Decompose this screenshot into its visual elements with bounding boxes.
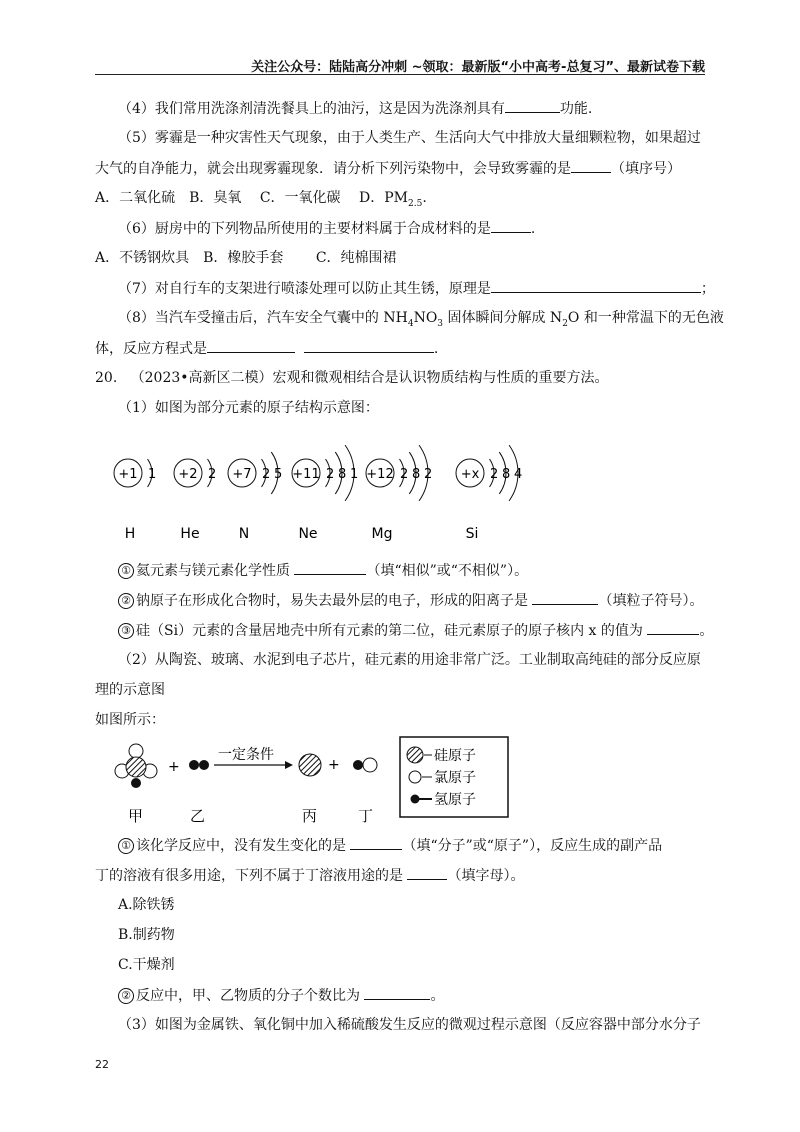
q20-part3: （3）如图为金属铁、氧化铜中加入稀硫酸发生反应的微观过程示意图（反应容器中部分水分子 xyxy=(118,1017,701,1033)
electron-count: 2 xyxy=(400,467,409,482)
nucleus-charge: +11 xyxy=(292,467,320,482)
q20-stem: 20. （2023•高新区二模）宏观和微观相结合是认识物质结构与性质的重要方法。 xyxy=(95,370,609,386)
answer-blank[interactable] xyxy=(505,98,560,113)
molecule-bing xyxy=(299,754,321,776)
hydrogen-atom-icon xyxy=(411,795,420,804)
nucleus-charge: +x xyxy=(460,467,480,482)
answer-blank[interactable] xyxy=(571,158,611,173)
electron-count: 4 xyxy=(514,467,523,482)
q20-part2: （2）从陶瓷、玻璃、水泥到电子芯片，硅元素的用途非常广泛。工业制取高纯硅的部分反应原 xyxy=(118,652,701,668)
atom-h xyxy=(114,459,156,542)
page-header: 关注公众号：陆陆高分冲刺 ~领取：最新版“小中高考-总复习”、最新试卷下载 xyxy=(251,60,705,75)
q19-part4: （4）我们常用洗涤剂清洗餐具上的油污，这是因为洗涤剂具有 功能. xyxy=(118,98,592,119)
arrow-head xyxy=(285,761,293,769)
element-symbol: N xyxy=(238,526,250,542)
answer-blank[interactable] xyxy=(491,218,531,233)
answer-blank[interactable] xyxy=(491,278,701,293)
q20-part1: （1）如图为部分元素的原子结构示意图： xyxy=(118,400,379,416)
nucleus-charge: +2 xyxy=(178,467,198,482)
electron-count: 1 xyxy=(148,467,157,482)
electron-count: 2 xyxy=(490,467,499,482)
answer-blank[interactable] xyxy=(304,338,434,353)
q19-part6-options: A．不锈钢炊具 B．橡胶手套 C．纯棉围裙 xyxy=(95,250,397,266)
silicon-atom-icon xyxy=(407,747,423,763)
legend-chlorine: 氯原子 xyxy=(434,770,476,786)
q20-part2-cont: 理的示意图 xyxy=(95,682,165,698)
option-a: A.除铁锈 xyxy=(118,897,175,913)
element-symbol: Si xyxy=(465,526,479,542)
atom-ne xyxy=(292,445,358,542)
q19-part7: （7）对自行车的支架进行喷漆处理可以防止其生锈，原理是 ； xyxy=(118,278,715,299)
label-ding: 丁 xyxy=(358,807,374,825)
q20-sub3: ③ 硅（Si）元素的含量居地壳中所有元素的第二位，硅元素原子的原子核内 x 的值为 。 xyxy=(118,620,713,641)
atom-structure-diagram xyxy=(0,420,800,550)
answer-blank[interactable] xyxy=(647,620,699,635)
electron-count: 8 xyxy=(412,467,421,482)
q20-reaction-q2: ② 反应中，甲、乙物质的分子个数比为 。 xyxy=(118,985,444,1006)
element-symbol: H xyxy=(124,526,136,542)
atom-mg xyxy=(366,445,432,542)
q20-part2-cont2: 如图所示： xyxy=(95,712,165,728)
electron-count: 8 xyxy=(338,467,347,482)
atom-si xyxy=(456,445,522,542)
q19-part6: （6）厨房中的下列物品所使用的主要材料属于合成材料的是 . xyxy=(118,218,535,239)
molecule-ding xyxy=(353,758,377,772)
electron-count: 1 xyxy=(350,467,359,482)
answer-blank[interactable] xyxy=(364,985,430,1000)
q20-sub2: ② 钠原子在形成化合物时，易失去最外层的电子，形成的阳离子是 （填粒子符号）。 xyxy=(118,590,703,611)
element-symbol: He xyxy=(180,526,200,542)
option-c: C.干燥剂 xyxy=(118,957,175,973)
q19-part5-cont: 大气的自净能力，就会出现雾霾现象．请分析下列污染物中，会导致雾霾的是 （填序号） xyxy=(95,158,681,179)
molecule-jia xyxy=(115,744,157,788)
q20-reaction-q1: ① 该化学反应中，没有发生变化的是 （填“分子”或“原子”），反应生成的副产品 xyxy=(118,835,662,856)
atoms-group xyxy=(114,445,522,542)
electron-count: 8 xyxy=(502,467,511,482)
answer-blank[interactable] xyxy=(207,338,295,353)
q20-sub1: ① 氦元素与镁元素化学性质 （填“相似”或“不相似”）。 xyxy=(118,560,528,581)
nucleus-charge: +7 xyxy=(232,467,252,482)
legend-silicon: 硅原子 xyxy=(434,748,476,764)
q19-part5-options: A．二氧化硫 B．臭氧 C．一氧化碳 D．$PM_{2.5}$. xyxy=(95,190,427,209)
plus-sign: + xyxy=(328,757,340,773)
reaction-condition: 一定条件 xyxy=(218,747,274,763)
q19-part5: （5）雾霾是一种灾害性天气现象，由于人类生产、生活向大气中排放大量细颗粒物，如果超过 xyxy=(118,130,701,146)
page-number: 22 xyxy=(95,1058,109,1071)
option-b: B.制药物 xyxy=(118,927,175,943)
answer-blank[interactable] xyxy=(294,560,366,575)
answer-blank[interactable] xyxy=(350,835,402,850)
electron-count: 2 xyxy=(208,467,217,482)
element-symbol: Mg xyxy=(371,526,393,542)
atom-he xyxy=(174,459,216,542)
q19-part8-cont: 体，反应方程式是 . xyxy=(95,338,438,359)
molecule-yi xyxy=(189,760,209,770)
answer-blank[interactable] xyxy=(407,865,447,880)
plus-sign: + xyxy=(168,759,180,775)
element-symbol: Ne xyxy=(298,526,318,542)
nucleus-charge: +12 xyxy=(366,467,394,482)
answer-blank[interactable] xyxy=(532,590,598,605)
electron-count: 2 xyxy=(262,467,271,482)
chlorine-atom-icon xyxy=(409,771,421,783)
legend-hydrogen: 氢原子 xyxy=(434,792,476,808)
header-divider xyxy=(95,74,705,75)
electron-count: 2 xyxy=(424,467,433,482)
reaction-diagram xyxy=(110,735,530,835)
q20-reaction-q1-cont: 丁的溶液有很多用途，下列不属于丁溶液用途的是 （填字母）。 xyxy=(95,865,524,886)
label-jia: 甲 xyxy=(128,807,144,825)
electron-count: 2 xyxy=(326,467,335,482)
label-bing: 丙 xyxy=(302,807,318,825)
atom-n xyxy=(228,452,282,542)
electron-count: 5 xyxy=(274,467,283,482)
nucleus-charge: +1 xyxy=(118,467,138,482)
label-yi: 乙 xyxy=(190,807,206,825)
q19-part8: （8）当汽车受撞击后，汽车安全气囊中的 $NH_4NO_3$ 固体瞬间分解成 $N_2O$ 和一种常温下的无色液 xyxy=(118,310,724,329)
